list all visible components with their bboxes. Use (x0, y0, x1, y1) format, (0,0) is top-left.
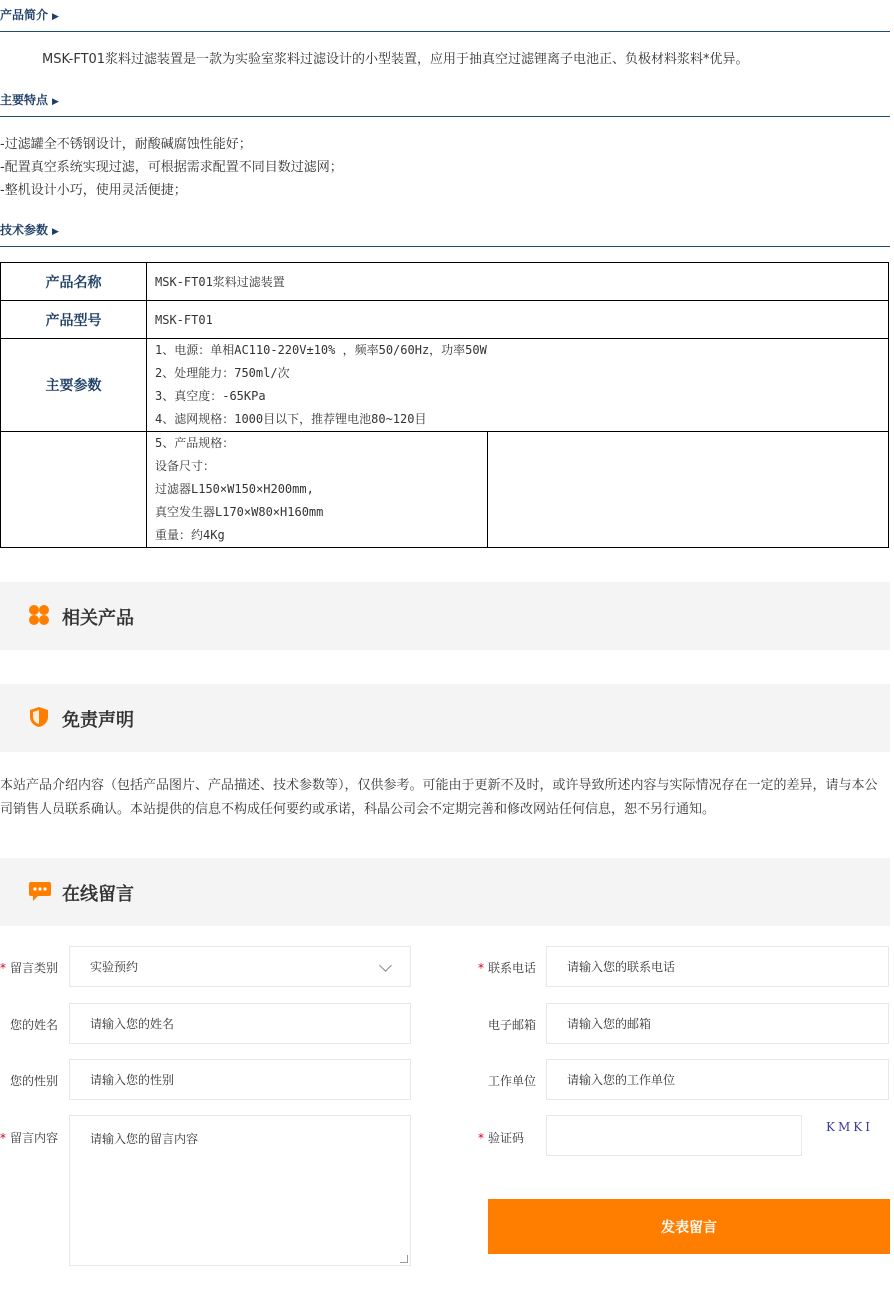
param-line: 真空发生器L170×W80×H160mm (155, 505, 324, 519)
param-line: 过滤器L150×W150×H200mm, (155, 482, 314, 496)
required-mark: * (0, 1131, 6, 1145)
spec-section-title (0, 221, 59, 238)
triangle-right-icon: ▶ (52, 227, 59, 237)
captcha-image[interactable]: KMKI (826, 1120, 873, 1134)
spec-table (0, 262, 889, 548)
param-line: 重量：约4Kg (155, 528, 225, 542)
captcha-label (478, 1129, 524, 1146)
spec-value-params (147, 339, 889, 432)
spec-value-name: MSK-FT01浆料过滤装置 (147, 263, 889, 301)
gender-label: 您的性别 (10, 1074, 59, 1088)
spec-row-dimensions (1, 432, 889, 548)
related-products-title: 相关产品 (62, 608, 134, 629)
name-label: 您的姓名 (10, 1018, 59, 1032)
clover-icon (28, 604, 50, 626)
spec-row-name (1, 263, 889, 301)
company-label: 工作单位 (488, 1074, 537, 1088)
email-label: 电子邮箱 (488, 1018, 537, 1032)
triangle-right-icon: ▶ (52, 12, 59, 22)
related-products-band (0, 582, 890, 650)
param-line: 5、产品规格： (155, 436, 235, 450)
company-input[interactable]: 请输入您的工作单位 (546, 1059, 889, 1100)
phone-label (478, 959, 536, 976)
content-label (0, 1129, 58, 1146)
phone-input[interactable]: 请输入您的联系电话 (546, 946, 889, 987)
features-divider (0, 116, 890, 117)
category-select[interactable] (69, 946, 411, 987)
spec-title-text: 技术参数 (0, 223, 49, 237)
required-mark: * (478, 1131, 484, 1145)
triangle-right-icon: ▶ (52, 97, 59, 107)
phone-label-text: 联系电话 (488, 961, 537, 975)
category-label-text: 留言类别 (10, 961, 59, 975)
content-textarea[interactable] (69, 1115, 411, 1266)
intro-title-text: 产品简介 (0, 8, 49, 22)
disclaimer-band (0, 684, 890, 752)
name-input[interactable]: 请输入您的姓名 (69, 1003, 411, 1044)
disclaimer-title: 免责声明 (62, 710, 134, 731)
intro-divider (0, 31, 890, 32)
spec-divider (0, 246, 890, 247)
feature-item: -整机设计小巧，使用灵活便捷； (0, 183, 187, 198)
submit-message-button[interactable]: 发表留言 (488, 1199, 890, 1254)
param-line: 2、处理能力：750ml/次 (155, 366, 290, 380)
captcha-label-text: 验证码 (488, 1131, 525, 1145)
spec-row-model (1, 301, 889, 339)
spec-label-name: 产品名称 (1, 263, 147, 301)
spec-value-dimensions (147, 432, 488, 548)
features-section-title (0, 91, 59, 108)
captcha-input[interactable] (546, 1115, 802, 1156)
spec-row-params (1, 339, 889, 432)
email-input[interactable]: 请输入您的邮箱 (546, 1003, 889, 1044)
feature-item: -配置真空系统实现过滤，可根据需求配置不同目数过滤网； (0, 160, 343, 175)
spec-value-model: MSK-FT01 (147, 301, 889, 339)
param-line: 1、电源：单相AC110-220V±10% ，频率50/60Hz，功率50W (155, 343, 487, 357)
message-band (0, 858, 890, 926)
spec-label-model: 产品型号 (1, 301, 147, 339)
param-line: 4、滤网规格：1000目以下，推荐锂电池80~120目 (155, 412, 427, 426)
disclaimer-text: 本站产品介绍内容（包括产品图片、产品描述、技术参数等），仅供参考。可能由于更新不及时，或许导致所述内容与实际情况存在一定的差异，请与本公司销售人员联系确认。本站提供的信息不构成任何要约或承诺，科晶公司会不定期完善和修改网站任何信息，恕不另行通知。 (0, 778, 878, 817)
spec-value-empty (488, 432, 889, 548)
category-select-value: 实验预约 (90, 960, 139, 974)
content-label-text: 留言内容 (10, 1131, 59, 1145)
feature-item: -过滤罐全不锈钢设计，耐酸碱腐蚀性能好； (0, 137, 252, 152)
required-mark: * (478, 961, 484, 975)
content-textarea-placeholder: 请输入您的留言内容 (90, 1132, 199, 1146)
required-mark: * (0, 961, 6, 975)
category-label (0, 959, 58, 976)
intro-text: MSK-FT01浆料过滤装置是一款为实验室浆料过滤设计的小型装置，应用于抽真空过滤锂离子电池正、负极材料浆料*优异。 (42, 52, 749, 67)
features-title-text: 主要特点 (0, 93, 49, 107)
param-line: 设备尺寸： (155, 459, 216, 473)
resize-handle-icon[interactable] (400, 1255, 408, 1263)
chat-bubble-icon (28, 880, 52, 902)
spec-label-empty (1, 432, 147, 548)
chevron-down-icon (379, 959, 392, 972)
shield-icon (28, 706, 50, 728)
param-line: 3、真空度：-65KPa (155, 389, 266, 403)
message-title: 在线留言 (62, 884, 134, 905)
spec-label-params: 主要参数 (1, 339, 147, 432)
intro-section-title (0, 6, 59, 23)
gender-input[interactable]: 请输入您的性别 (69, 1059, 411, 1100)
